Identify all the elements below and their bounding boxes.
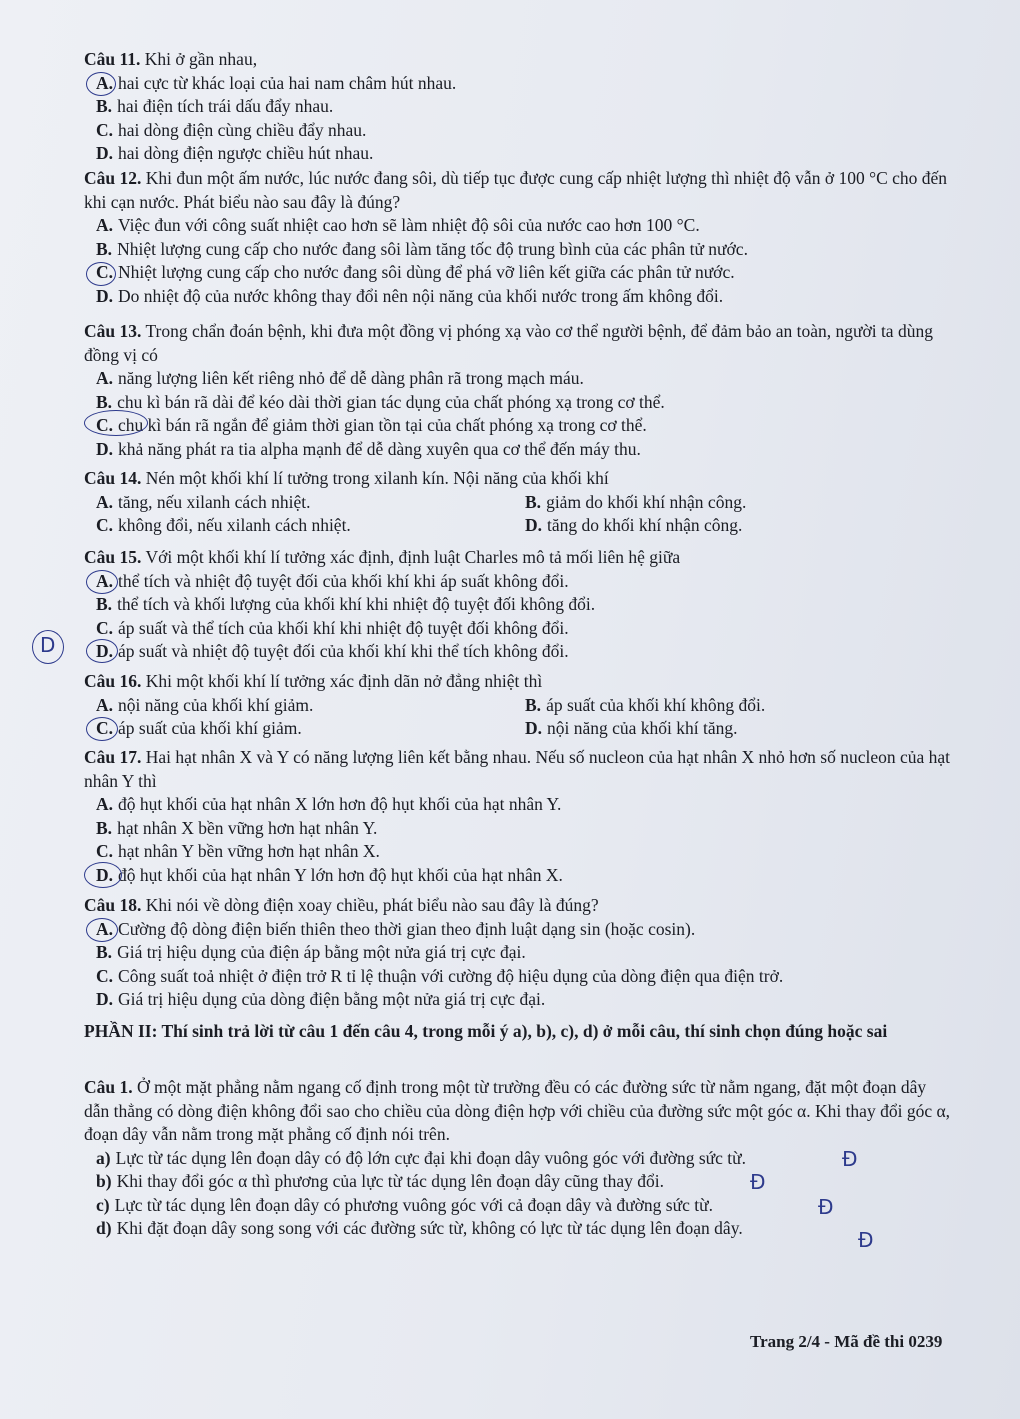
handwritten-mark-a: Đ — [842, 1147, 858, 1171]
pen-circle-q15 — [86, 570, 118, 594]
part2-heading: PHẦN II: Thí sinh trả lời từ câu 1 đến câu 4, trong mỗi ý a), b), c), d) ở mỗi câu, thí sinh chọn đúng hoặc sai — [84, 1021, 888, 1041]
question-stem: Khi ở gần nhau, — [144, 49, 258, 69]
option-c: C. không đổi, nếu xilanh cách nhiệt. — [96, 515, 351, 535]
question-label: Câu 16. — [84, 671, 142, 691]
option-a: A. thể tích và nhiệt độ tuyệt đối của khối khí khi áp suất không đổi. — [96, 570, 569, 591]
question-stem: Với một khối khí lí tưởng xác định, định luật Charles mô tả mối liên hệ giữa — [145, 547, 681, 567]
pen-circle-q13 — [84, 410, 148, 436]
option-c: C. áp suất và thể tích của khối khí khi nhiệt độ tuyệt đối không đổi. — [96, 617, 569, 638]
question-stem: Nén một khối khí lí tưởng trong xilanh kín. Nội năng của khối khí — [145, 468, 609, 488]
pen-circle-q15-d — [86, 639, 118, 663]
question-12 — [84, 167, 954, 308]
pen-circle-q12 — [86, 262, 116, 286]
question-stem: Trong chẩn đoán bệnh, khi đưa một đồng vị phóng xạ vào cơ thể người bệnh, để đảm bảo an toàn, người ta dùng đồng vị có — [84, 321, 933, 365]
question-15 — [84, 546, 954, 664]
question-13 — [84, 320, 954, 461]
option-d: D. độ hụt khối của hạt nhân Y lớn hơn độ hụt khối của hạt nhân X. — [96, 864, 563, 885]
option-a: A. tăng, nếu xilanh cách nhiệt. — [96, 491, 311, 512]
pen-circle-q17 — [84, 862, 122, 888]
statement-d: d) Khi đặt đoạn dây song song với các đường sức từ, không có lực từ tác dụng lên đoạn dây. — [96, 1218, 743, 1238]
option-b: B. hạt nhân X bền vững hơn hạt nhân Y. — [96, 817, 378, 838]
option-row — [84, 491, 954, 515]
option-a: A. Việc đun với công suất nhiệt cao hơn sẽ làm nhiệt độ sôi của nước cao hơn 100 °C. — [96, 215, 700, 235]
option-b: B. giảm do khối khí nhận công. — [525, 491, 747, 512]
question-label: Câu 15. — [84, 547, 142, 567]
option-b: B. hai điện tích trái dấu đẩy nhau. — [96, 96, 334, 116]
question-label: Câu 13. — [84, 321, 142, 341]
pen-circle-q11 — [86, 72, 116, 96]
option-d: D. hai dòng điện ngược chiều hút nhau. — [96, 143, 374, 163]
option-c: C. hai dòng điện cùng chiều đẩy nhau. — [96, 119, 367, 140]
option-c: C. hạt nhân Y bền vững hơn hạt nhân X. — [96, 841, 380, 861]
question-stem: Khi đun một ấm nước, lúc nước đang sôi, dù tiếp tục được cung cấp nhiệt lượng thì nhiệt độ vẫn ở 100 °C cho đến khi cạn nước. Phát biểu nào sau đây là đúng? — [84, 168, 948, 212]
question-label: Câu 18. — [84, 895, 142, 915]
option-a: A. hai cực từ khác loại của hai nam châm hút nhau. — [96, 72, 457, 93]
handwritten-mark-b: Đ — [750, 1170, 766, 1194]
question-18 — [84, 894, 954, 1012]
option-c: C. Công suất toả nhiệt ở điện trở R tỉ lệ thuận với cường độ hiệu dụng của dòng điện qua điện trở. — [96, 965, 784, 986]
question-11 — [84, 48, 954, 166]
pen-circle-q16 — [86, 717, 118, 741]
question-label: Câu 17. — [84, 747, 142, 767]
question-stem: Khi một khối khí lí tưởng xác định dãn nở đẳng nhiệt thì — [145, 671, 543, 691]
handwritten-mark-d: Đ — [858, 1228, 874, 1252]
question-stem: Ở một mặt phẳng nằm ngang cố định trong một từ trường đều có các đường sức từ nằm ngang, đặt một đoạn dây dẫn thẳng có dòng điện không đổi sao cho chiều của dòng điện hợp với chiều của đường sức một góc α. Khi thay đổi góc α, đoạn dây vẫn nằm trong mặt phẳng cố định nói trên. — [84, 1077, 951, 1144]
question-label: Câu 11. — [84, 49, 141, 69]
question-16 — [84, 670, 954, 741]
question-label: Câu 1. — [84, 1077, 133, 1097]
question-14 — [84, 467, 954, 538]
option-b: B. Nhiệt lượng cung cấp cho nước đang sôi làm tăng tốc độ trung bình của các phân tử nước. — [96, 238, 748, 259]
option-b: B. thể tích và khối lượng của khối khí khi nhiệt độ tuyệt đối không đổi. — [96, 594, 596, 614]
option-b: B. Giá trị hiệu dụng của điện áp bằng một nửa giá trị cực đại. — [96, 942, 526, 962]
option-c: C. chu kì bán rã ngắn để giảm thời gian tồn tại của chất phóng xạ trong cơ thể. — [96, 415, 647, 435]
option-a: A. năng lượng liên kết riêng nhỏ để dễ dàng phân rã trong mạch máu. — [96, 368, 584, 388]
option-d: D. nội năng của khối khí tăng. — [525, 718, 738, 738]
option-b: B. chu kì bán rã dài để kéo dài thời gian tác dụng của chất phóng xạ trong cơ thể. — [96, 391, 665, 412]
option-a: A. nội năng của khối khí giảm. — [96, 694, 314, 715]
page-footer: Trang 2/4 - Mã đề thi 0239 — [750, 1332, 943, 1351]
option-c: C. áp suất của khối khí giảm. — [96, 718, 302, 738]
option-a: A. độ hụt khối của hạt nhân X lớn hơn độ hụt khối của hạt nhân Y. — [96, 794, 562, 814]
option-d: D. khả năng phát ra tia alpha mạnh để dễ dàng xuyên qua cơ thể đến máy thu. — [96, 438, 641, 459]
handwritten-mark-c: Đ — [818, 1195, 834, 1219]
handwritten-margin-letter: D — [40, 633, 56, 657]
question-label: Câu 14. — [84, 468, 142, 488]
option-b: B. áp suất của khối khí không đổi. — [525, 694, 766, 715]
statement-b: b) Khi thay đổi góc α thì phương của lực từ tác dụng lên đoạn dây cũng thay đổi. — [96, 1171, 665, 1191]
option-d: D. Giá trị hiệu dụng của dòng điện bằng một nửa giá trị cực đại. — [96, 989, 546, 1009]
option-row — [84, 514, 954, 538]
option-c: C. Nhiệt lượng cung cấp cho nước đang sôi dùng để phá vỡ liên kết giữa các phân tử nước. — [96, 262, 735, 282]
pen-circle-q18 — [86, 918, 118, 942]
question-stem: Khi nói về dòng điện xoay chiều, phát biểu nào sau đây là đúng? — [145, 895, 599, 915]
question-label: Câu 12. — [84, 168, 142, 188]
option-row — [84, 694, 954, 718]
option-a: A. Cường độ dòng điện biến thiên theo thời gian theo định luật dạng sin (hoặc cosin). — [96, 918, 696, 939]
statement-a: a) Lực từ tác dụng lên đoạn dây có độ lớn cực đại khi đoạn dây vuông góc với đường sức từ. — [96, 1147, 747, 1168]
option-d: D. áp suất và nhiệt độ tuyệt đối của khối khí khi thể tích không đổi. — [96, 641, 569, 661]
option-d: D. Do nhiệt độ của nước không thay đổi nên nội năng của khối nước trong ấm không đổi. — [96, 285, 724, 306]
statement-c: c) Lực từ tác dụng lên đoạn dây có phương vuông góc với cả đoạn dây và đường sức từ. — [96, 1194, 713, 1215]
option-d: D. tăng do khối khí nhận công. — [525, 515, 743, 535]
option-row — [84, 717, 954, 741]
question-17 — [84, 746, 954, 887]
question-stem: Hai hạt nhân X và Y có năng lượng liên kết bằng nhau. Nếu số nucleon của hạt nhân X nhỏ hơn số nucleon của hạt nhân Y thì — [84, 747, 951, 791]
